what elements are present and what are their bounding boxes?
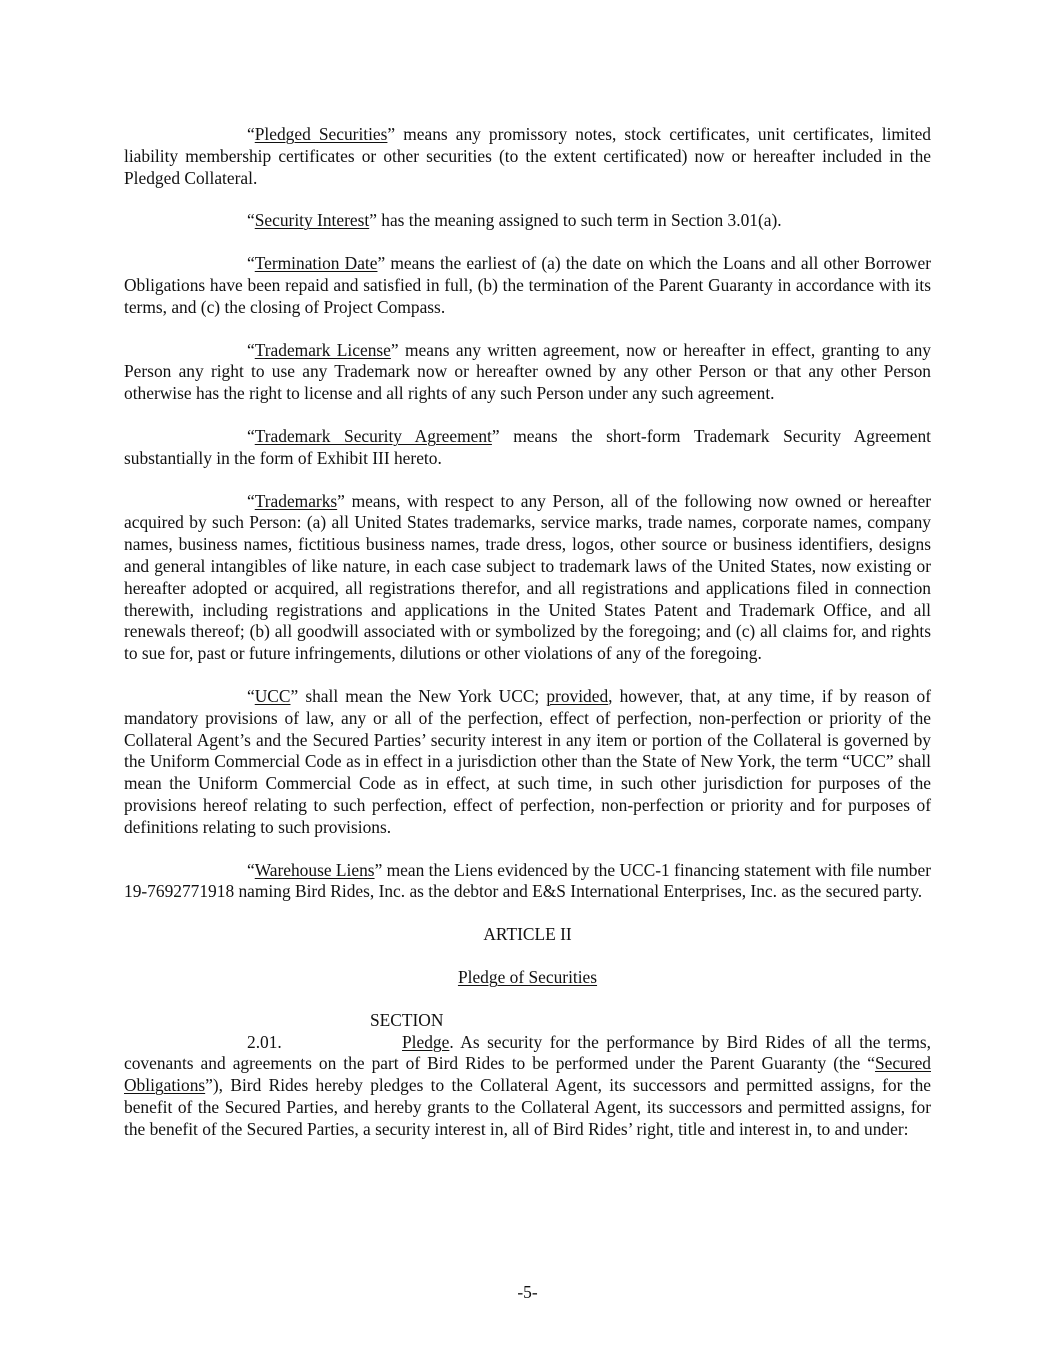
defined-term: Warehouse Liens	[254, 859, 375, 880]
document-page	[124, 124, 931, 1161]
section-2-01: SECTION 2.01. Pledge. As security for the performance by Bird Rides of all the terms, covenants and agreements on the part of Bird Rides to be performed under the Parent Guaranty (the “Secured Obligations”), Bird Rides hereby pledges to the Collateral Agent, its successors and permitted assigns, for the benefit of the Secured Parties, and hereby grants to the Collateral Agent, its successors and permitted assigns, for the benefit of the Secured Parties, a security interest in, all of Bird Rides’ right, title and interest in, to and under:	[124, 1009, 931, 1139]
section-number: SECTION 2.01.	[247, 1009, 444, 1052]
definition-trademark-license: “Trademark License” means any written agreement, now or hereafter in effect, granting to any Person any right to use any Trademark now or hereafter owned by any other Person or that any other Person otherwise has the right to license and all rights of any such Person under any such agreement.	[124, 339, 931, 404]
article-heading: ARTICLE II	[483, 924, 572, 945]
section-title: Pledge	[402, 1031, 450, 1052]
defined-term: Trademark Security Agreement	[254, 425, 492, 446]
page-number: -5-	[517, 1282, 538, 1302]
definition-termination-date: “Termination Date” means the earliest of (a) the date on which the Loans and all other Borrower Obligations have been repaid and satisfied in full, (b) the termination of the Parent Guaranty in accordance with its terms, and (c) the closing of Project Compass.	[124, 253, 931, 317]
defined-term: Termination Date	[254, 253, 378, 274]
definition-pledged-securities: “Pledged Securities” means any promissory notes, stock certificates, unit certificates, limited liability membership certificates or other securities (to the extent certificated) now or hereafter included in the Pledged Collateral.	[124, 124, 931, 188]
provided-term: provided	[546, 685, 609, 706]
definition-warehouse-liens: “Warehouse Liens” mean the Liens evidenced by the UCC-1 financing statement with file number 19-7692771918 naming Bird Rides, Inc. as the debtor and E&S International Enterprises, Inc. as the secured party.	[124, 859, 931, 902]
defined-term: Security Interest	[254, 210, 370, 231]
definition-ucc: “UCC” shall mean the New York UCC; provided, however, that, at any time, if by reason of mandatory provisions of law, any or all of the perfection, effect of perfection, non-perfection or priority of the Collateral Agent’s and the Secured Parties’ security interest in any item or portion of the Collateral is governed by the Uniform Commercial Code as in effect in a jurisdiction other than the State of New York, the term “UCC” shall mean the Uniform Commercial Code as in effect, at such time, in such other jurisdiction for purposes of the provisions hereof relating to such perfection, effect of perfection, non-perfection or priority and for purposes of definitions relating to such provisions.	[124, 685, 932, 837]
definition-security-interest: “Security Interest” has the meaning assigned to such term in Section 3.01(a).	[247, 210, 782, 231]
defined-term: UCC	[254, 685, 291, 706]
defined-term: Trademarks	[254, 490, 338, 511]
defined-term: Trademark License	[254, 339, 391, 360]
article-title-text: Pledge of Securities	[457, 966, 598, 987]
defined-term: Pledged Securities	[254, 124, 388, 144]
article-title	[124, 967, 931, 989]
defined-term: Secured Obligations	[124, 1053, 931, 1096]
definition-trademark-security-agreement: “Trademark Security Agreement” means the short-form Trademark Security Agreement substantially in the form of Exhibit III hereto.	[124, 425, 931, 468]
definition-trademarks: “Trademarks” means, with respect to any Person, all of the following now owned or hereafter acquired by such Person: (a) all United States trademarks, service marks, trade names, corporate names, company names, business names, fictitious business names, trade dress, logos, other source or business identifiers, designs and general intangibles of like nature, in each case subject to trademark laws of the United States, now existing or hereafter adopted or acquired, all registrations therefor, and all registrations and applications filed in connection therewith, including registrations and applications in the United States Patent and Trademark Office, and all renewals thereof; (b) all goodwill associated with or symbolized by the foregoing; and (c) all claims for, and rights to sue for, past or future infringements, dilutions or other violations of any of the foregoing.	[124, 490, 931, 664]
